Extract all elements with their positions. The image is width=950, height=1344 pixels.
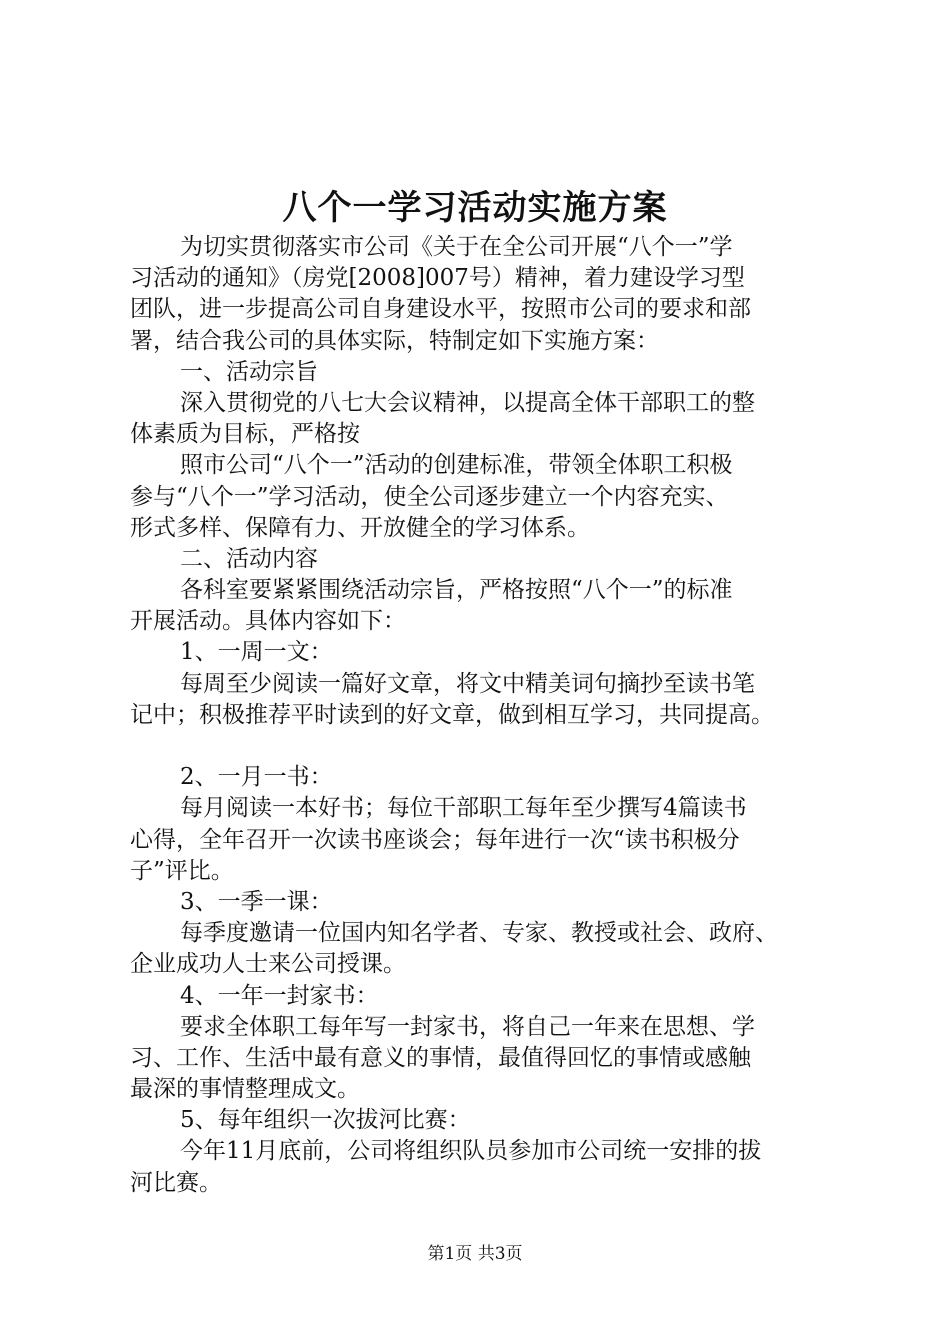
paragraph-line: 心得，全年召开一次读书座谈会；每年进行一次“读书积极分	[130, 826, 740, 853]
paragraph-line: 最深的事情整理成文。	[130, 1076, 360, 1103]
item-heading: 1、一周一文：	[180, 639, 333, 666]
paragraph-line: 习、工作、生活中最有意义的事情，最值得回忆的事情或感触	[130, 1044, 751, 1071]
paragraph-line: 体素质为目标，严格按	[130, 421, 360, 448]
paragraph-line: 团队，进一步提高公司自身建设水平，按照市公司的要求和部	[130, 296, 751, 323]
document-body	[130, 232, 845, 1199]
blank-line	[130, 731, 845, 762]
paragraph-line: 深入贯彻党的八七大会议精神，以提高全体干部职工的整	[180, 389, 755, 416]
paragraph-line: 习活动的通知》（房党[2008]007号）精神，着力建设学习型	[130, 265, 745, 292]
item-heading: 5、每年组织一次拔河比赛：	[180, 1107, 471, 1134]
paragraph-line: 企业成功人士来公司授课。	[130, 951, 406, 978]
page-footer: 第1页 共3页	[427, 1244, 523, 1264]
paragraph-line: 记中；积极推荐平时读到的好文章，做到相互学习，共同提高。	[130, 701, 774, 728]
paragraph-line: 参与“八个一”学习活动，使全公司逐步建立一个内容充实、	[130, 483, 729, 510]
paragraph-line: 照市公司“八个一”活动的创建标准，带领全体职工积极	[180, 452, 733, 479]
paragraph-line: 河比赛。	[130, 1169, 222, 1196]
paragraph-line: 每季度邀请一位国内知名学者、专家、教授或社会、政府、	[180, 920, 778, 947]
paragraph-line: 子”评比。	[130, 857, 234, 884]
paragraph-line: 今年11月底前，公司将组织队员参加市公司统一安排的拔	[180, 1138, 762, 1165]
paragraph-line: 每月阅读一本好书；每位干部职工每年至少撰写4篇读书	[180, 795, 747, 822]
item-heading: 3、一季一课：	[180, 888, 333, 915]
paragraph-line: 形式多样、保障有力、开放健全的学习体系。	[130, 514, 590, 541]
paragraph-line: 开展活动。具体内容如下：	[130, 608, 406, 635]
paragraph-line: 署，结合我公司的具体实际，特制定如下实施方案：	[130, 327, 659, 354]
paragraph-line: 每周至少阅读一篇好文章，将文中精美词句摘抄至读书笔	[180, 670, 755, 697]
section-heading: 一、活动宗旨	[180, 358, 318, 385]
item-heading: 2、一月一书：	[180, 764, 333, 791]
paragraph-line: 各科室要紧紧围绕活动宗旨，严格按照“八个一”的标准	[180, 577, 733, 604]
paragraph-line: 要求全体职工每年写一封家书，将自己一年来在思想、学	[180, 1013, 755, 1040]
document-title: 八个一学习活动实施方案	[282, 188, 668, 228]
section-heading: 二、活动内容	[180, 545, 318, 572]
paragraph-line: 为切实贯彻落实市公司《关于在全公司开展“八个一”学	[180, 234, 733, 260]
item-heading: 4、一年一封家书：	[180, 982, 379, 1009]
